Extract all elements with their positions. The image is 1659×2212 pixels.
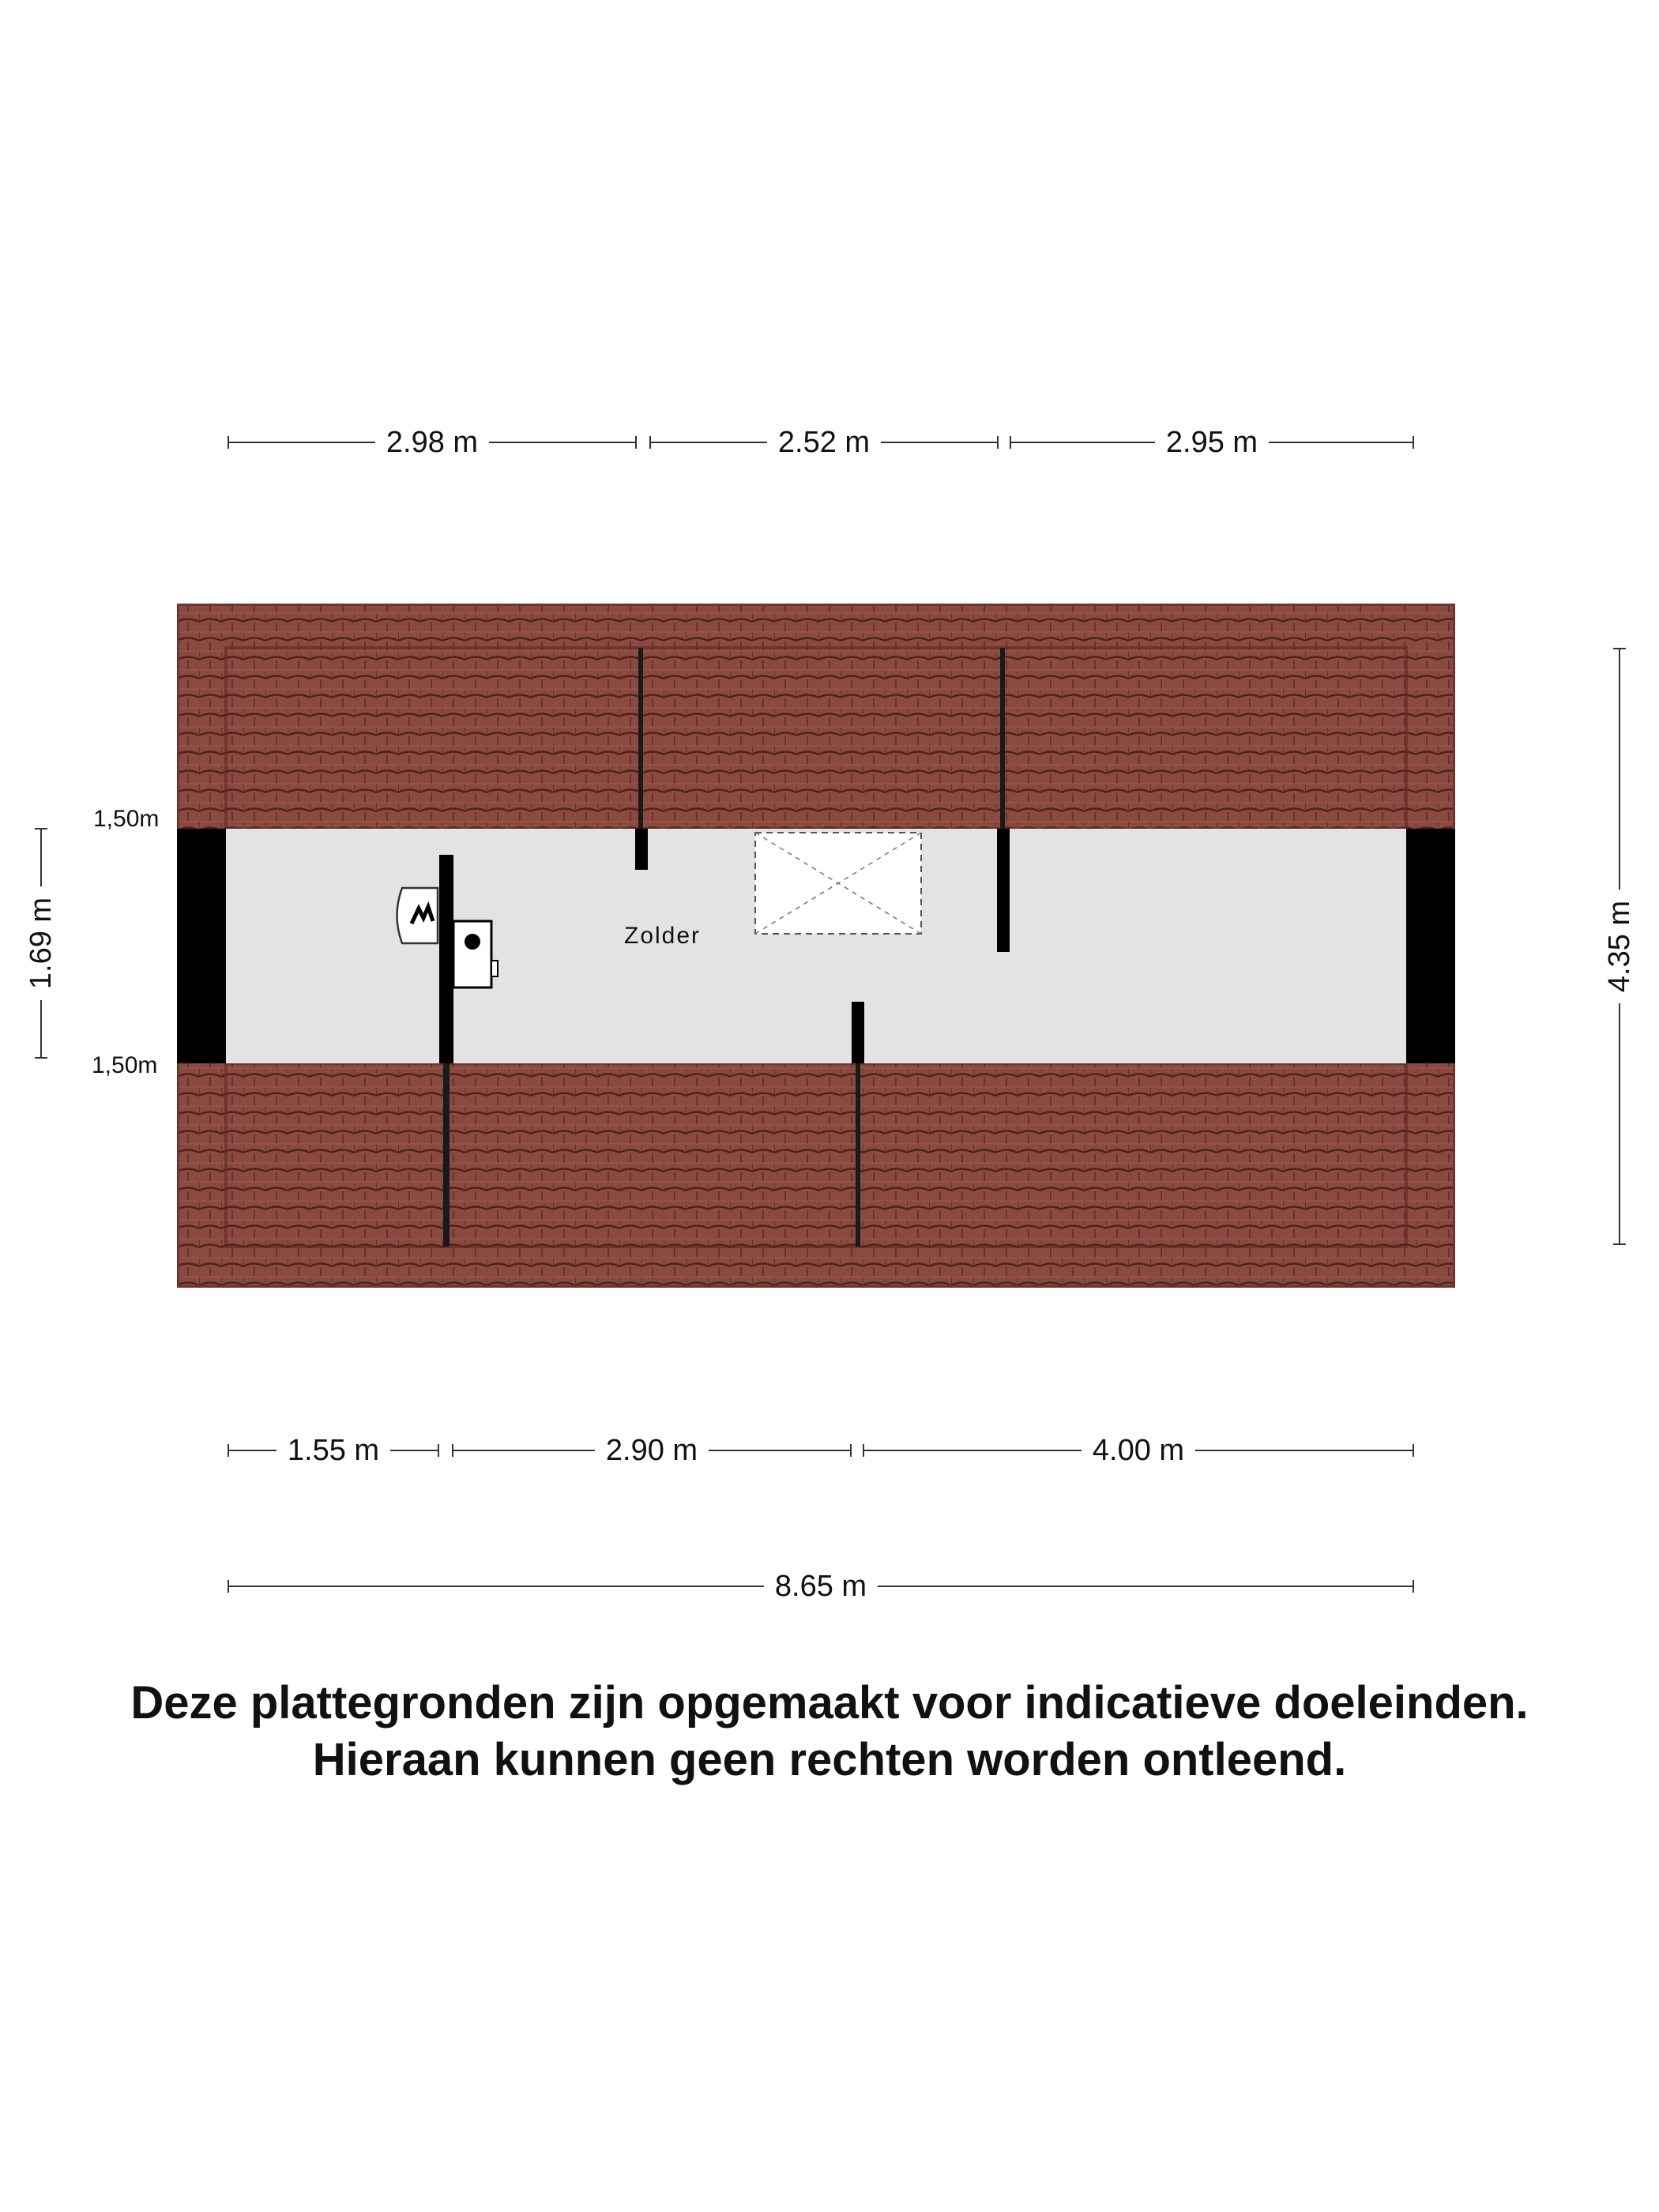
- beam: [852, 1002, 864, 1063]
- beam: [856, 1063, 860, 1247]
- floor-plan: [177, 604, 1455, 1288]
- roof-height-label-upper: 1,50m: [93, 806, 160, 832]
- partition-wall: [439, 855, 453, 1063]
- beam: [638, 648, 643, 829]
- wall-left: [177, 829, 226, 1063]
- dimension-top-1: [228, 427, 637, 458]
- beam: [997, 829, 1010, 952]
- disclaimer: [0, 1675, 1659, 1789]
- dimension-label: 2.52 m: [767, 427, 881, 458]
- roof-height-label-lower: 1,50m: [92, 1052, 158, 1078]
- disclaimer-line-1: Deze plattegronden zijn opgemaakt voor indicatieve doeleinden.: [130, 1677, 1529, 1729]
- water-heater-icon: [453, 921, 498, 988]
- dimension-label: 4.00 m: [1082, 1435, 1195, 1466]
- dimension-label: 2.95 m: [1155, 427, 1269, 458]
- dimension-right: [1604, 648, 1635, 1245]
- dimension-label: 4.35 m: [1604, 890, 1635, 1003]
- dimension-label: 2.98 m: [375, 427, 489, 458]
- disclaimer-line-2: Hieraan kunnen geen rechten worden ontleend.: [312, 1734, 1347, 1785]
- beam: [635, 829, 648, 870]
- roof-lower: [177, 1063, 1455, 1288]
- dimension-total: [228, 1571, 1414, 1602]
- dimension-bottom-2: [452, 1435, 852, 1466]
- dimension-bottom-1: [228, 1435, 439, 1466]
- skylight-icon: [755, 833, 921, 934]
- boiler-icon: [397, 888, 438, 943]
- roof-upper: [177, 604, 1455, 829]
- dimension-bottom-3: [863, 1435, 1414, 1466]
- room-label-zolder: Zolder: [624, 923, 702, 949]
- beam: [443, 1063, 450, 1247]
- dimension-top-2: [649, 427, 999, 458]
- beam: [1000, 648, 1005, 829]
- dimension-top-3: [1010, 427, 1414, 458]
- wall-right: [1406, 829, 1455, 1063]
- dimension-label: 8.65 m: [764, 1571, 878, 1602]
- dimension-left: [25, 828, 57, 1059]
- dimension-label: 1.69 m: [25, 886, 57, 1000]
- dimension-label: 1.55 m: [276, 1435, 390, 1466]
- dimension-label: 2.90 m: [595, 1435, 709, 1466]
